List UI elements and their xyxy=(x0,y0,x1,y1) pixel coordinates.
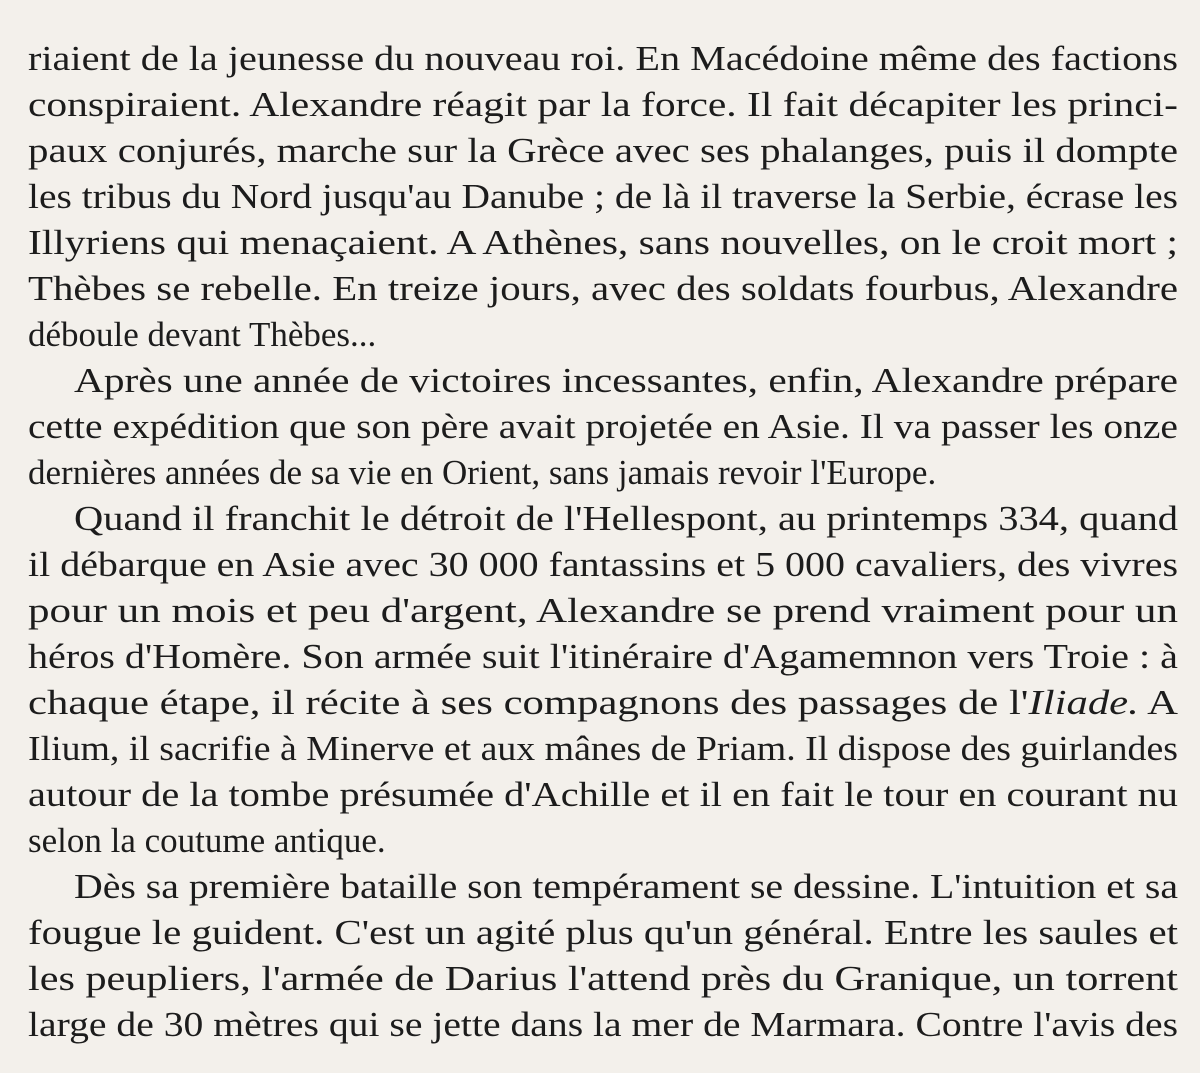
text-line xyxy=(28,128,1178,174)
line-text: Illyriens qui menaçaient. A Athènes, sans nouvelles, on le croit mort ; xyxy=(28,223,1179,262)
line-text-before: chaque étape, il récite à ses compagnons des passages de l' xyxy=(28,683,1029,722)
line-text: riaient de la jeunesse du nouveau roi. En Macédoine même des factions xyxy=(28,39,1179,78)
paragraph-start-line xyxy=(28,864,1178,910)
text-line xyxy=(28,818,1178,864)
text-line xyxy=(28,772,1178,818)
text-line xyxy=(28,588,1178,634)
text-line xyxy=(28,174,1178,220)
text-line xyxy=(28,404,1178,450)
paragraph-start-line xyxy=(28,496,1178,542)
text-line xyxy=(28,726,1178,772)
text-line xyxy=(28,36,1178,82)
line-text: dernières années de sa vie en Orient, sans jamais revoir l'Europe. xyxy=(28,453,937,492)
body-text xyxy=(28,36,1178,1048)
text-line xyxy=(28,266,1178,312)
text-line xyxy=(28,634,1178,680)
line-text: large de 30 mètres qui se jette dans la mer de Marmara. Contre l'avis des xyxy=(28,1005,1179,1044)
line-text: autour de la tombe présumée d'Achille et il en fait le tour en courant nu xyxy=(28,775,1178,814)
text-line xyxy=(28,450,1178,496)
line-text: Après une année de victoires incessantes, enfin, Alexandre prépare xyxy=(74,361,1179,400)
line-text: Thèbes se rebelle. En treize jours, avec des soldats fourbus, Alexandre xyxy=(28,269,1179,308)
text-line xyxy=(28,680,1178,726)
line-text: héros d'Homère. Son armée suit l'itinéraire d'Agamemnon vers Troie : à xyxy=(28,637,1178,676)
line-text: paux conjurés, marche sur la Grèce avec ses phalanges, puis il dompte xyxy=(28,131,1179,170)
line-text: conspiraient. Alexandre réagit par la force. Il fait décapiter les princi- xyxy=(28,85,1179,124)
text-line xyxy=(28,220,1178,266)
line-text: les peupliers, l'armée de Darius l'attend près du Granique, un torrent xyxy=(28,959,1179,998)
line-text: pour un mois et peu d'argent, Alexandre se prend vraiment pour un xyxy=(28,591,1178,630)
line-text xyxy=(28,680,1178,726)
line-text: cette expédition que son père avait projetée en Asie. Il va passer les onze xyxy=(28,407,1178,446)
book-title-iliade: Iliade. xyxy=(1028,683,1139,722)
line-text: Dès sa première bataille son tempérament se dessine. L'intuition et sa xyxy=(74,867,1179,906)
line-text: les tribus du Nord jusqu'au Danube ; de là il traverse la Serbie, écrase les xyxy=(28,177,1178,216)
text-line xyxy=(28,82,1178,128)
line-text: fougue le guident. C'est un agité plus qu'un général. Entre les saules et xyxy=(28,913,1179,952)
text-line xyxy=(28,542,1178,588)
line-text: Quand il franchit le détroit de l'Hellespont, au printemps 334, quand xyxy=(74,499,1179,538)
text-line xyxy=(28,1002,1178,1048)
text-line xyxy=(28,312,1178,358)
text-line xyxy=(28,956,1178,1002)
paragraph-start-line xyxy=(28,358,1178,404)
line-text: déboule devant Thèbes... xyxy=(28,315,377,354)
text-line xyxy=(28,910,1178,956)
line-text: Ilium, il sacrifie à Minerve et aux mânes de Priam. Il dispose des guirlandes xyxy=(28,729,1178,768)
line-text: selon la coutume antique. xyxy=(28,821,386,860)
line-text-after: A xyxy=(1138,683,1179,722)
line-text: il débarque en Asie avec 30 000 fantassins et 5 000 cavaliers, des vivres xyxy=(28,545,1179,584)
